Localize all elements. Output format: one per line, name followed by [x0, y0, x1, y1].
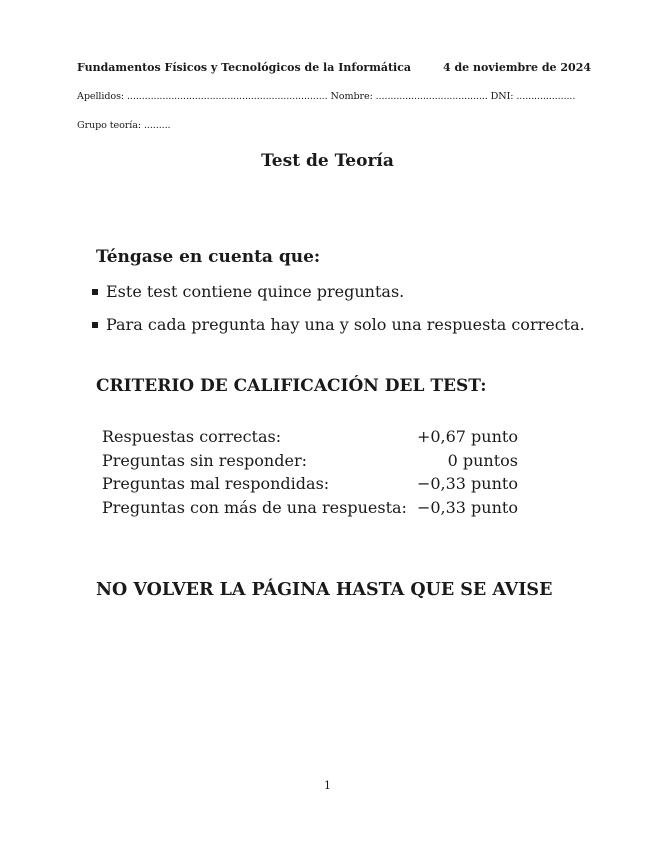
exam-date: 4 de noviembre de 2024 — [443, 61, 591, 74]
criterion-label: Respuestas correctas: — [102, 427, 282, 447]
criterion-label: Preguntas sin responder: — [102, 450, 307, 470]
page-header — [77, 61, 591, 74]
notes-heading: Téngase en cuenta que: — [96, 247, 321, 267]
course-name: Fundamentos Físicos y Tecnológicos de la Informática — [77, 61, 412, 74]
note-item — [92, 315, 585, 334]
bullet-square-icon — [92, 289, 98, 295]
note-item — [92, 282, 404, 301]
note-text: Este test contiene quince preguntas. — [106, 282, 405, 301]
document-title: Test de Teoría — [261, 151, 394, 171]
criterion-label: Preguntas con más de una respuesta: — [102, 497, 407, 517]
table-row — [102, 449, 518, 473]
criterion-value: +0,67 punto — [416, 427, 518, 447]
criterion-label: Preguntas mal respondidas: — [102, 474, 330, 494]
bullet-square-icon — [92, 322, 98, 328]
table-row — [102, 472, 518, 496]
criterion-value: 0 puntos — [447, 450, 518, 470]
page-number: 1 — [324, 779, 331, 792]
note-text: Para cada pregunta hay una y solo una respuesta correcta. — [106, 315, 585, 334]
criterion-value: −0,33 punto — [416, 474, 518, 494]
warning-notice: NO VOLVER LA PÁGINA HASTA QUE SE AVISE — [96, 580, 553, 600]
criterion-value: −0,33 punto — [416, 497, 518, 517]
table-row — [102, 425, 518, 449]
grading-table — [102, 425, 518, 519]
criteria-heading: CRITERIO DE CALIFICACIÓN DEL TEST: — [96, 376, 487, 396]
table-row — [102, 496, 518, 520]
student-fields-line: Apellidos: .................................................................... Nombre: ...................................... DNI: .................... — [77, 91, 576, 102]
group-field-line: Grupo teoría: ......... — [77, 120, 171, 131]
